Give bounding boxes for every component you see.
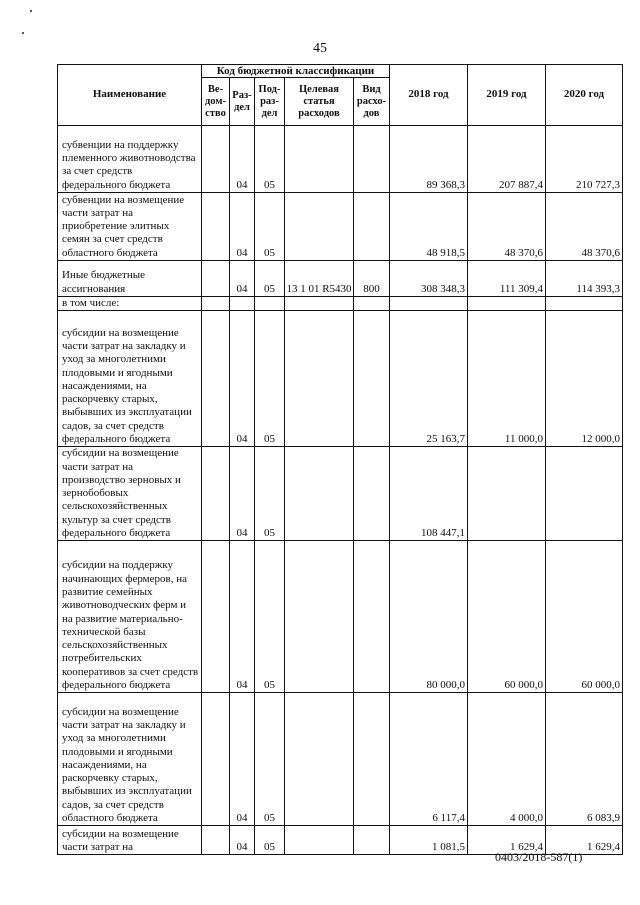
cell-2020: 114 393,3	[546, 261, 623, 297]
cell-name: субсидии на возмещение части затрат на закладку и уход за многолетними плодовыми и ягодными насаждениями, на раскорчевку старых, выбывших из эксплуатации садов, за счет средств областного бюджета	[58, 693, 202, 826]
cell-csr	[285, 297, 354, 311]
cell-razdel: 04	[230, 826, 255, 855]
cell-vr	[354, 826, 390, 855]
cell-2018: 89 368,3	[390, 126, 468, 193]
cell-podrazdel	[255, 297, 285, 311]
cell-csr	[285, 311, 354, 447]
cell-2020	[546, 297, 623, 311]
cell-2018	[390, 297, 468, 311]
table-row	[58, 541, 623, 693]
cell-podrazdel: 05	[255, 541, 285, 693]
cell-2020: 60 000,0	[546, 541, 623, 693]
cell-2020: 6 083,9	[546, 693, 623, 826]
cell-csr	[285, 693, 354, 826]
cell-vr	[354, 311, 390, 447]
header-classification: Код бюджетной классификации	[202, 65, 390, 78]
header-2019: 2019 год	[468, 65, 546, 126]
cell-vedomstvo	[202, 261, 230, 297]
cell-csr	[285, 126, 354, 193]
cell-2018: 80 000,0	[390, 541, 468, 693]
cell-vedomstvo	[202, 297, 230, 311]
cell-name: субвенции на поддержку племенного животноводства за счет средств федерального бюджета	[58, 126, 202, 193]
table-row	[58, 193, 623, 261]
cell-vr	[354, 297, 390, 311]
header-vedomstvo: Ве-дом-ство	[202, 78, 230, 126]
header-vr: Вид расхо-дов	[354, 78, 390, 126]
cell-2020	[546, 447, 623, 541]
cell-podrazdel: 05	[255, 311, 285, 447]
cell-razdel: 04	[230, 693, 255, 826]
table-row	[58, 311, 623, 447]
cell-vedomstvo	[202, 693, 230, 826]
cell-razdel: 04	[230, 193, 255, 261]
cell-vr	[354, 126, 390, 193]
cell-csr	[285, 193, 354, 261]
table-row	[58, 261, 623, 297]
cell-vr	[354, 541, 390, 693]
cell-2019: 1 629,4	[468, 826, 546, 855]
cell-razdel: 04	[230, 261, 255, 297]
cell-name: субсидии на возмещение части затрат на закладку и уход за многолетними плодовыми и ягодными насаждениями, на раскорчевку старых, выбывших из эксплуатации садов, за счет средств федерального бюджета	[58, 311, 202, 447]
cell-2018: 6 117,4	[390, 693, 468, 826]
cell-csr	[285, 447, 354, 541]
cell-vr: 800	[354, 261, 390, 297]
cell-2018: 25 163,7	[390, 311, 468, 447]
cell-name: Иные бюджетные ассигнования	[58, 261, 202, 297]
cell-name: субсидии на поддержку начинающих фермеров, на развитие семейных животноводческих ферм и на развитие материально-технической базы сельскохозяйственных потребительских кооперативов за счет средств федерального бюджета	[58, 541, 202, 693]
cell-name: субсидии на возмещение части затрат на	[58, 826, 202, 855]
cell-2018: 48 918,5	[390, 193, 468, 261]
cell-podrazdel: 05	[255, 447, 285, 541]
cell-vr	[354, 193, 390, 261]
table-row	[58, 126, 623, 193]
header-razdel: Раз-дел	[230, 78, 255, 126]
table-row	[58, 297, 623, 311]
cell-2018: 308 348,3	[390, 261, 468, 297]
cell-2020: 12 000,0	[546, 311, 623, 447]
header-csr: Целевая статья расходов	[285, 78, 354, 126]
cell-vedomstvo	[202, 193, 230, 261]
cell-podrazdel: 05	[255, 693, 285, 826]
cell-vedomstvo	[202, 541, 230, 693]
cell-2019: 11 000,0	[468, 311, 546, 447]
cell-2019: 4 000,0	[468, 693, 546, 826]
cell-2019: 207 887,4	[468, 126, 546, 193]
cell-razdel: 04	[230, 126, 255, 193]
cell-vedomstvo	[202, 311, 230, 447]
cell-razdel: 04	[230, 447, 255, 541]
cell-podrazdel: 05	[255, 193, 285, 261]
cell-csr	[285, 826, 354, 855]
cell-2019: 60 000,0	[468, 541, 546, 693]
cell-2018: 108 447,1	[390, 447, 468, 541]
cell-2020: 210 727,3	[546, 126, 623, 193]
cell-2020: 1 629,4	[546, 826, 623, 855]
cell-csr	[285, 541, 354, 693]
header-name: Наименование	[58, 65, 202, 126]
cell-vr	[354, 693, 390, 826]
cell-vedomstvo	[202, 826, 230, 855]
cell-name: в том числе:	[58, 297, 202, 311]
document-code: 0403/2018-587(1)	[495, 850, 583, 864]
cell-vedomstvo	[202, 447, 230, 541]
cell-2019: 111 309,4	[468, 261, 546, 297]
cell-razdel	[230, 297, 255, 311]
cell-2018: 1 081,5	[390, 826, 468, 855]
header-2020: 2020 год	[546, 65, 623, 126]
cell-name: субсидии на возмещение части затрат на производство зерновых и зернобобовых сельскохозяйственных культур за счет средств федерального бюджета	[58, 447, 202, 541]
header-2018: 2018 год	[390, 65, 468, 126]
cell-name: субвенции на возмещение части затрат на приобретение элитных семян за счет средств областного бюджета	[58, 193, 202, 261]
page-number: 45	[313, 41, 327, 56]
cell-podrazdel: 05	[255, 826, 285, 855]
cell-podrazdel: 05	[255, 261, 285, 297]
cell-2019	[468, 297, 546, 311]
cell-razdel: 04	[230, 541, 255, 693]
cell-podrazdel: 05	[255, 126, 285, 193]
cell-2019: 48 370,6	[468, 193, 546, 261]
cell-razdel: 04	[230, 311, 255, 447]
budget-table	[57, 64, 623, 855]
table-row	[58, 693, 623, 826]
cell-vedomstvo	[202, 126, 230, 193]
cell-2019	[468, 447, 546, 541]
cell-csr: 13 1 01 R5430	[285, 261, 354, 297]
header-podrazdel: Под-раз-дел	[255, 78, 285, 126]
cell-vr	[354, 447, 390, 541]
table-row	[58, 447, 623, 541]
cell-2020: 48 370,6	[546, 193, 623, 261]
